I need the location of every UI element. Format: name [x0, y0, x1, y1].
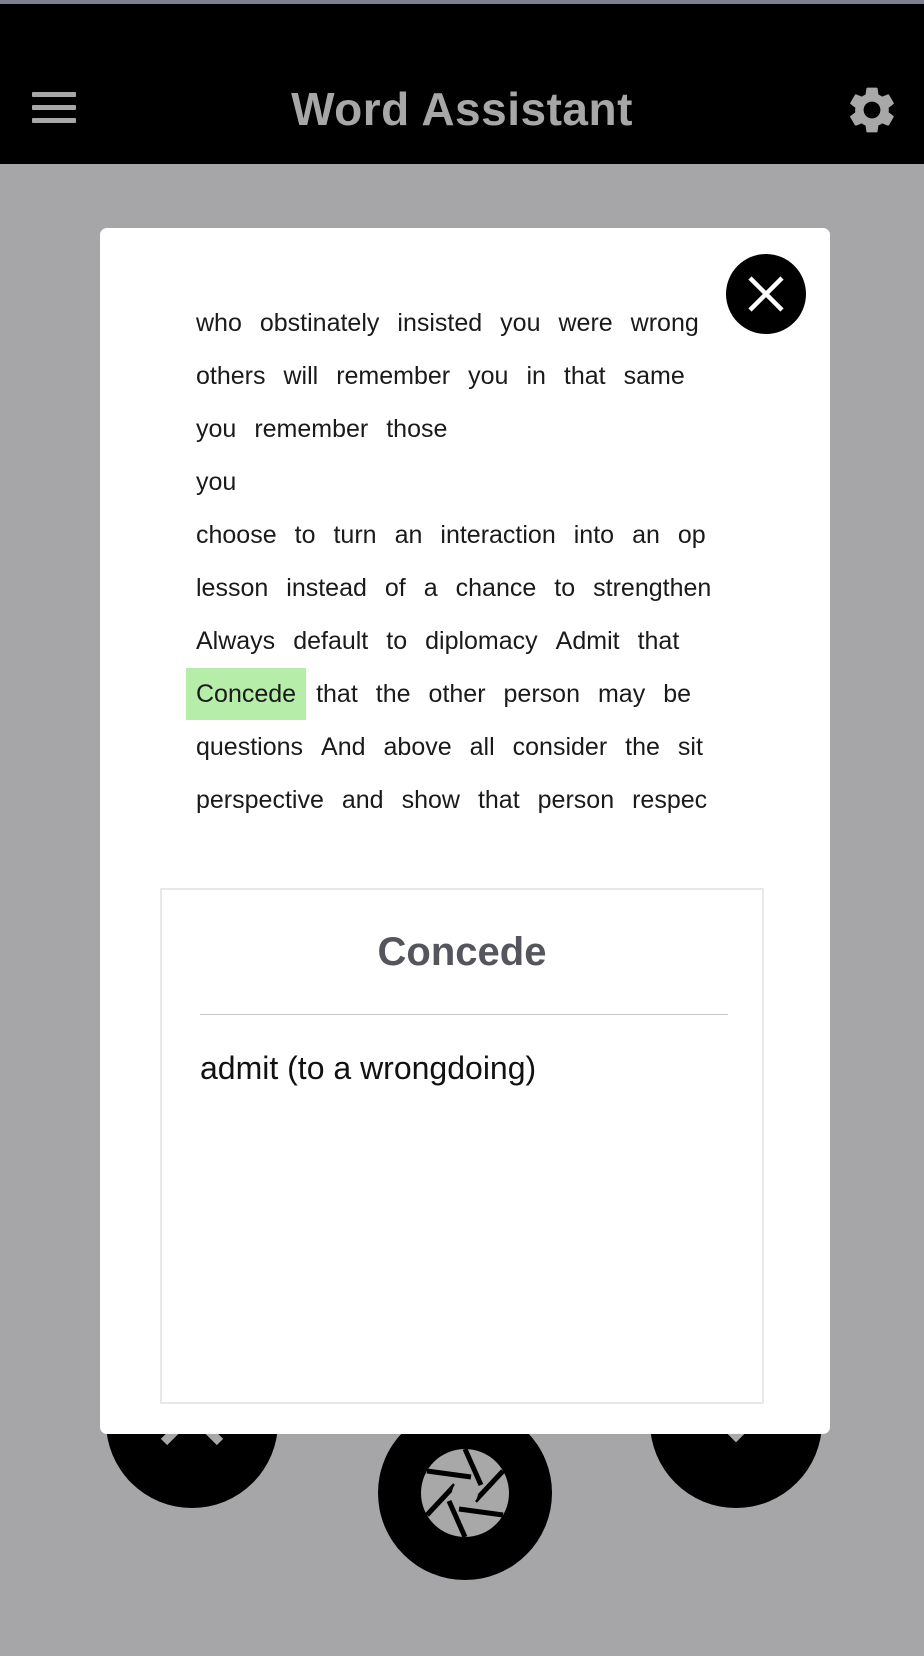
- reader-word[interactable]: person: [503, 680, 580, 708]
- reader-word[interactable]: may: [597, 680, 646, 708]
- reader-word[interactable]: to: [294, 521, 316, 549]
- word-lookup-modal: [100, 228, 830, 1434]
- reader-word[interactable]: be: [663, 680, 692, 708]
- reader-word[interactable]: other: [428, 680, 486, 708]
- definition-word: Concede: [377, 930, 547, 974]
- gear-icon: [844, 82, 900, 138]
- definition-text: admit (to a wrongdoing): [200, 1050, 537, 1086]
- reader-word[interactable]: that: [477, 786, 520, 814]
- reader-word[interactable]: to: [554, 574, 576, 602]
- highlighted-word[interactable]: Concede: [186, 668, 306, 720]
- reader-word[interactable]: remember: [336, 362, 451, 390]
- reader-word[interactable]: were: [558, 309, 613, 337]
- definition-divider: [200, 1014, 728, 1015]
- reader-word[interactable]: above: [383, 733, 452, 761]
- reader-word[interactable]: in: [526, 362, 546, 390]
- reader-word[interactable]: instead: [286, 574, 367, 602]
- reader-word[interactable]: show: [401, 786, 460, 814]
- reader-line: [196, 465, 254, 499]
- reader-word[interactable]: wrong: [630, 309, 699, 337]
- reader-word[interactable]: choose: [196, 521, 277, 549]
- reader-word[interactable]: perspective: [196, 786, 324, 814]
- reader-word[interactable]: you: [500, 309, 541, 337]
- reader-word[interactable]: person: [537, 786, 615, 814]
- reader-word[interactable]: interaction: [440, 521, 556, 549]
- reader-word[interactable]: turn: [333, 521, 377, 549]
- reader-word[interactable]: that: [637, 627, 680, 655]
- reader-line: [196, 306, 717, 340]
- reader-word[interactable]: And: [321, 733, 366, 761]
- app-title: Word Assistant: [291, 83, 633, 135]
- reader-word[interactable]: you: [468, 362, 509, 390]
- reader-line: [196, 571, 729, 605]
- reader-word[interactable]: a: [423, 574, 438, 602]
- reader-word[interactable]: obstinately: [259, 309, 380, 337]
- reader-word[interactable]: the: [625, 733, 660, 761]
- reader-line: [196, 624, 697, 658]
- reader-word[interactable]: who: [196, 309, 242, 337]
- reader-word[interactable]: into: [573, 521, 615, 549]
- reader-line: [196, 730, 721, 764]
- reader-word[interactable]: insisted: [397, 309, 483, 337]
- reader-word[interactable]: will: [283, 362, 319, 390]
- reader-line: [196, 677, 709, 711]
- reader-word[interactable]: strengthen: [593, 574, 712, 602]
- reader-word[interactable]: respec: [632, 786, 708, 814]
- reader-word[interactable]: lesson: [196, 574, 269, 602]
- reader-line: [196, 783, 725, 817]
- camera-shutter-icon: [419, 1447, 511, 1539]
- reader-word[interactable]: that: [316, 680, 358, 708]
- reader-word[interactable]: sit: [677, 733, 703, 761]
- reader-word[interactable]: others: [196, 362, 266, 390]
- reader-word[interactable]: same: [623, 362, 685, 390]
- reader-line: [196, 518, 724, 552]
- definition-card: [160, 888, 764, 1404]
- reader-word[interactable]: diplomacy: [425, 627, 538, 655]
- reader-word[interactable]: op: [677, 521, 706, 549]
- reader-line: [196, 412, 465, 446]
- reader-word[interactable]: chance: [455, 574, 537, 602]
- reader-word[interactable]: you: [196, 468, 237, 496]
- reader-word[interactable]: those: [386, 415, 448, 443]
- reader-word[interactable]: and: [341, 786, 384, 814]
- reader-word[interactable]: consider: [512, 733, 608, 761]
- reader-word[interactable]: questions: [196, 733, 304, 761]
- reader-word[interactable]: default: [293, 627, 369, 655]
- reader-word[interactable]: all: [469, 733, 495, 761]
- reader-word[interactable]: remember: [254, 415, 369, 443]
- reader-word[interactable]: the: [375, 680, 411, 708]
- reader-word[interactable]: that: [563, 362, 606, 390]
- reader-line: [196, 359, 703, 393]
- reader-word[interactable]: an: [394, 521, 423, 549]
- reader-word[interactable]: you: [196, 415, 237, 443]
- app-header: [0, 4, 924, 164]
- settings-button[interactable]: [844, 82, 900, 138]
- reader-word[interactable]: to: [386, 627, 408, 655]
- reader-word[interactable]: Always: [196, 627, 276, 655]
- reader-word[interactable]: of: [384, 574, 406, 602]
- reader-word[interactable]: Admit: [555, 627, 620, 655]
- reader-word[interactable]: an: [632, 521, 660, 549]
